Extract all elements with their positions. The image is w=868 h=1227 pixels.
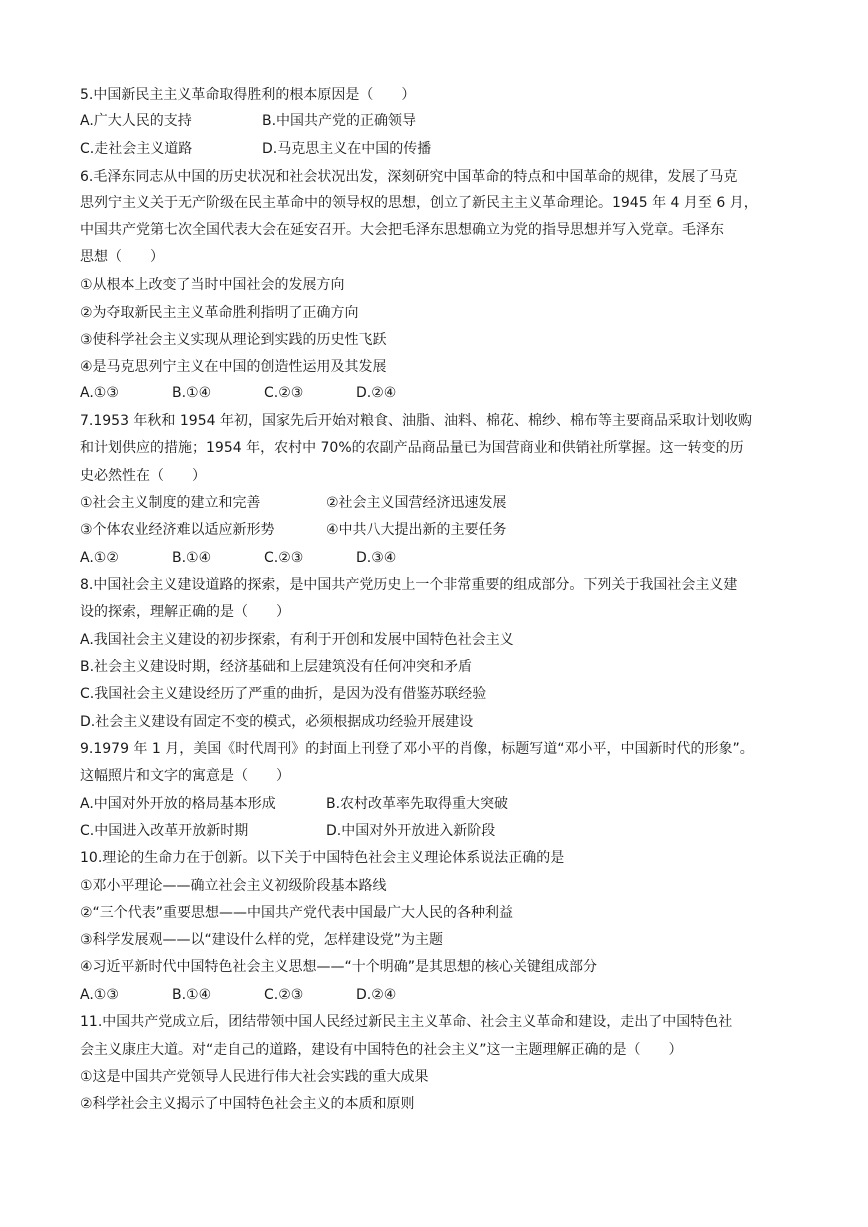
- q10-statement-4: ④习近平新时代中国特色社会主义思想——“十个明确”是其思想的核心关键组成部分: [80, 959, 598, 975]
- q6-statement-3: ③使科学社会主义实现从理论到实践的历史性飞跃: [80, 332, 387, 348]
- q6-option-b: B.①④: [172, 385, 212, 401]
- q7-option-a: A.①②: [80, 550, 119, 566]
- q6-statement-1: ①从根本上改变了当时中国社会的发展方向: [80, 277, 345, 293]
- q6-statement-4: ④是马克思列宁主义在中国的创造性运用及其发展: [80, 359, 387, 375]
- q6-statement-2: ②为夺取新民主主义革命胜利指明了正确方向: [80, 305, 359, 321]
- q6-option-d: D.②④: [356, 385, 397, 401]
- q8-stem-line1: 8.中国社会主义建设道路的探索，是中国共产党历史上一个非常重要的组成部分。下列关于我国社会主义建: [80, 577, 738, 593]
- q8-option-b: B.社会主义建设时期，经济基础和上层建筑没有任何冲突和矛盾: [80, 659, 473, 675]
- q7-statement-1: ①社会主义制度的建立和完善: [80, 495, 261, 511]
- q8-stem-line2: 设的探索，理解正确的是（ ）: [80, 604, 290, 620]
- q5-option-b: B.中国共产党的正确领导: [262, 113, 417, 129]
- q6-stem-line1: 6.毛泽东同志从中国的历史状况和社会状况出发，深刻研究中国革命的特点和中国革命的规律，发展了马克: [80, 169, 738, 185]
- q5-option-a: A.广大人民的支持: [80, 113, 192, 129]
- q11-stem-line1: 11.中国共产党成立后，团结带领中国人民经过新民主主义革命、社会主义革命和建设，走出了中国特色社: [80, 1014, 733, 1030]
- q7-statement-3: ③个体农业经济难以适应新形势: [80, 522, 275, 538]
- q11-statement-1: ①这是中国共产党领导人民进行伟大社会实践的重大成果: [80, 1069, 429, 1085]
- q7-option-b: B.①④: [172, 550, 212, 566]
- q10-option-a: A.①③: [80, 987, 119, 1003]
- q11-statement-2: ②科学社会主义揭示了中国特色社会主义的本质和原则: [80, 1096, 415, 1112]
- q10-statement-2: ②“三个代表”重要思想——中国共产党代表中国最广大人民的各种利益: [80, 905, 514, 921]
- q8-option-d: D.社会主义建设有固定不变的模式，必须根据成功经验开展建设: [80, 714, 474, 730]
- q9-stem-line1: 9.1979 年 1 月，美国《时代周刊》的封面上刊登了邓小平的肖像，标题写道“邓小平，中国新时代的形象”。: [80, 741, 754, 757]
- q9-option-d: D.中国对外开放进入新阶段: [326, 823, 496, 839]
- q10-option-d: D.②④: [356, 987, 397, 1003]
- q9-option-b: B.农村改革率先取得重大突破: [326, 796, 509, 812]
- q5-option-c: C.走社会主义道路: [80, 141, 193, 157]
- q7-stem-line2: 和计划供应的措施；1954 年，农村中 70%的农副产品商品量已为国营商业和供销社所掌握。这一转变的历: [80, 440, 744, 456]
- q7-statement-2: ②社会主义国营经济迅速发展: [326, 495, 507, 511]
- q6-stem-line3: 中国共产党第七次全国代表大会在延安召开。大会把毛泽东思想确立为党的指导思想并写入党章。毛泽东: [80, 222, 724, 238]
- q7-statement-4: ④中共八大提出新的主要任务: [326, 522, 507, 538]
- q9-option-c: C.中国进入改革开放新时期: [80, 823, 249, 839]
- q8-option-c: C.我国社会主义建设经历了严重的曲折，是因为没有借鉴苏联经验: [80, 686, 487, 702]
- q7-stem-line1: 7.1953 年秋和 1954 年初，国家先后开始对粮食、油脂、油料、棉花、棉纱、棉布等主要商品采取计划收购: [80, 413, 752, 429]
- q6-option-a: A.①③: [80, 385, 119, 401]
- q11-stem-line2: 会主义康庄大道。对“走自己的道路，建设有中国特色的社会主义”这一主题理解正确的是（ ）: [80, 1042, 683, 1058]
- q6-stem-line2: 思列宁主义关于无产阶级在民主革命中的领导权的思想，创立了新民主主义革命理论。1945 年 4 月至 6 月，: [80, 195, 758, 211]
- q9-option-a: A.中国对外开放的格局基本形成: [80, 796, 276, 812]
- q8-option-a: A.我国社会主义建设的初步探索，有利于开创和发展中国特色社会主义: [80, 632, 514, 648]
- q10-statement-1: ①邓小平理论——确立社会主义初级阶段基本路线: [80, 878, 387, 894]
- q10-option-c: C.②③: [264, 987, 304, 1003]
- q6-option-c: C.②③: [264, 385, 304, 401]
- q9-stem-line2: 这幅照片和文字的寓意是（ ）: [80, 768, 290, 784]
- q7-option-d: D.③④: [356, 550, 397, 566]
- q7-option-c: C.②③: [264, 550, 304, 566]
- q5-option-d: D.马克思主义在中国的传播: [262, 141, 432, 157]
- q6-stem-line4: 思想（ ）: [80, 249, 164, 265]
- q10-stem: 10.理论的生命力在于创新。以下关于中国特色社会主义理论体系说法正确的是: [80, 850, 565, 866]
- q10-option-b: B.①④: [172, 987, 212, 1003]
- q7-stem-line3: 史必然性在（ ）: [80, 468, 206, 484]
- q5-stem: 5.中国新民主主义革命取得胜利的根本原因是（ ）: [80, 87, 416, 103]
- q10-statement-3: ③科学发展观——以“建设什么样的党，怎样建设党”为主题: [80, 932, 444, 948]
